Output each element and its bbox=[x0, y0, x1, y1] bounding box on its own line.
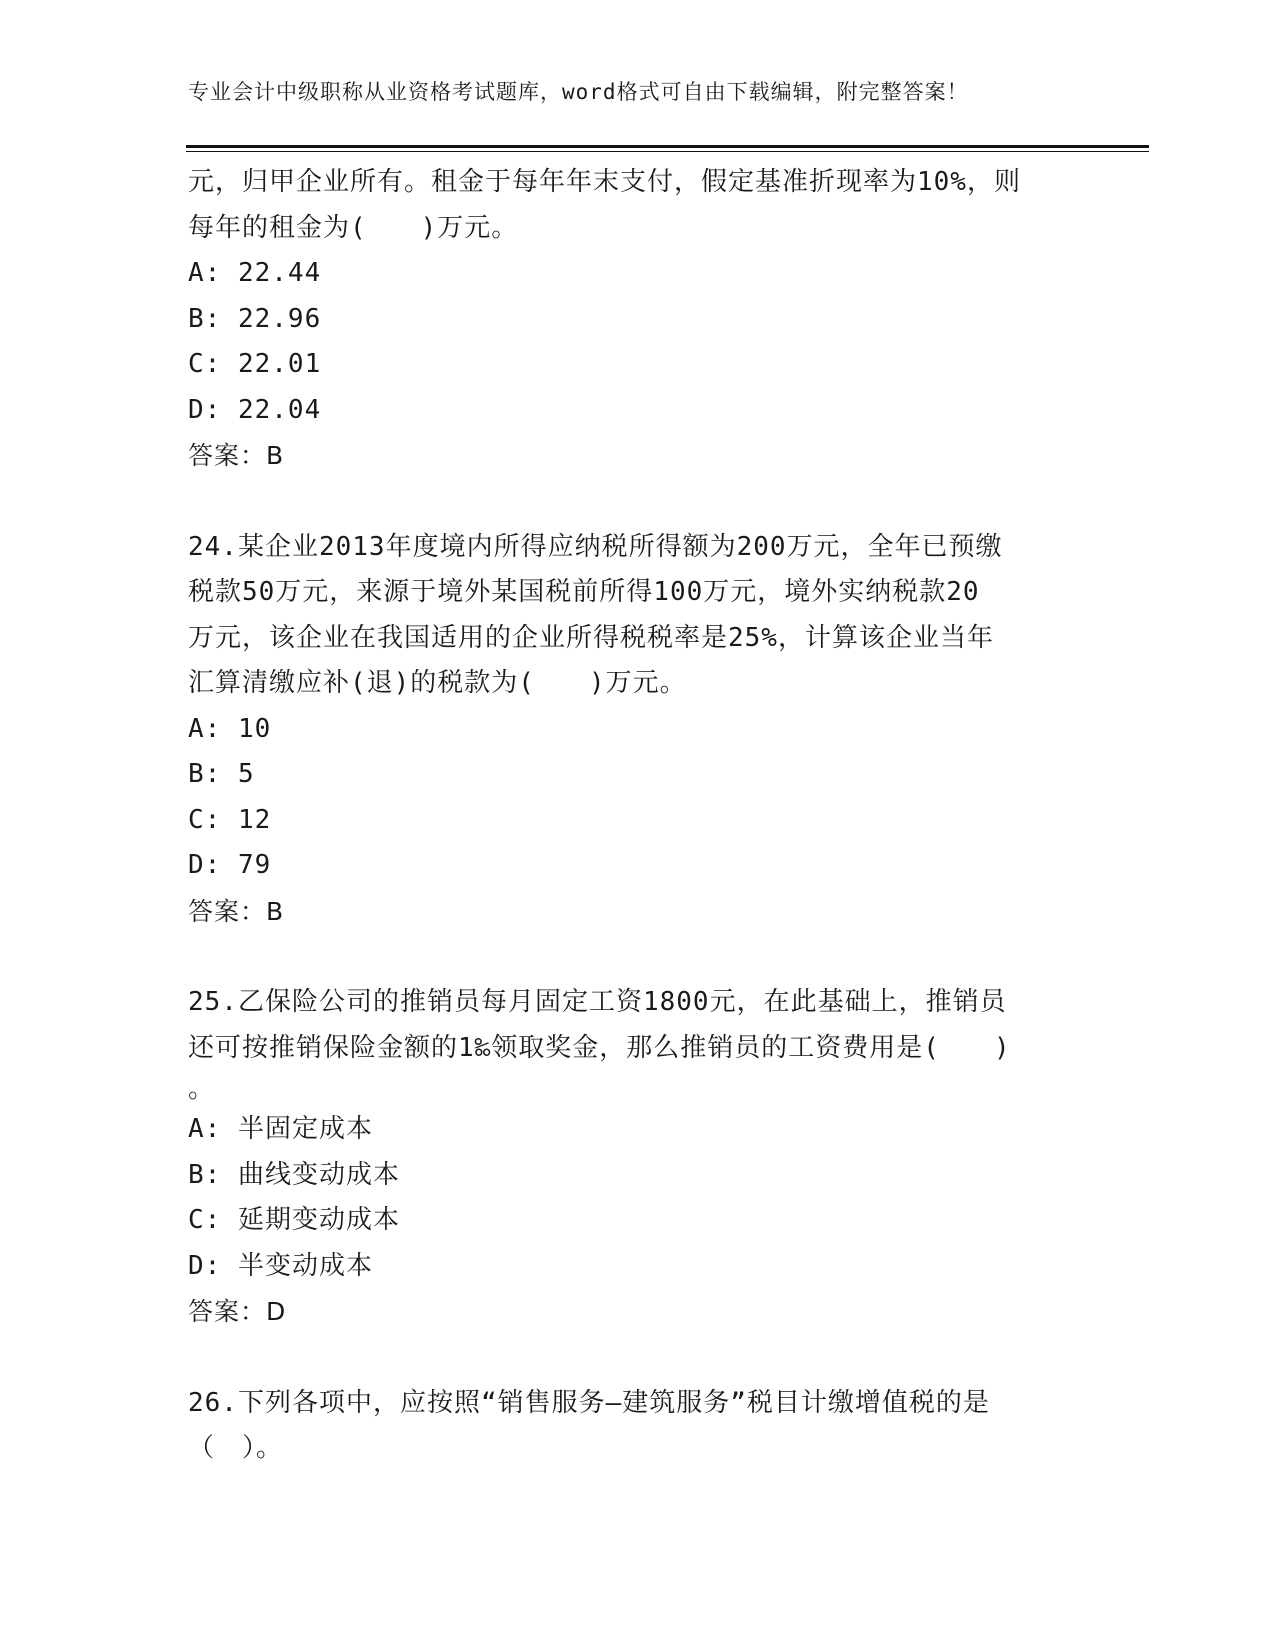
question-stem-line: （ ）。 bbox=[188, 1433, 284, 1463]
header-rule-thin bbox=[186, 151, 1149, 152]
option-c: C: 22.01 bbox=[188, 349, 322, 379]
option-d: D: 79 bbox=[188, 850, 272, 880]
option-b: B: 5 bbox=[188, 759, 255, 789]
question-block bbox=[188, 525, 1088, 935]
option-a: A: 22.44 bbox=[188, 258, 322, 288]
question-content bbox=[188, 160, 1088, 1472]
question-stem-line: 24.某企业2013年度境内所得应纳税所得额为200万元，全年已预缴 bbox=[188, 531, 1003, 562]
answer-line: 答案：B bbox=[188, 896, 285, 926]
option-d: D: 22.04 bbox=[188, 394, 322, 425]
option-a: A: 半固定成本 bbox=[188, 1114, 373, 1144]
question-stem-line: 每年的租金为( )万元。 bbox=[188, 212, 519, 243]
header-rule-thick bbox=[186, 145, 1149, 148]
question-stem-line: 税款50万元，来源于境外某国税前所得100万元，境外实纳税款20 bbox=[188, 577, 980, 607]
question-block bbox=[188, 160, 1088, 479]
page-header: 专业会计中级职称从业资格考试题库，word格式可自由下载编辑，附完整答案！ bbox=[188, 80, 969, 104]
spacer bbox=[188, 479, 1088, 525]
answer-line: 答案：D bbox=[188, 1297, 287, 1326]
option-c: C: 延期变动成本 bbox=[188, 1205, 400, 1235]
option-b: B: 曲线变动成本 bbox=[188, 1159, 400, 1190]
question-stem-line: 汇算清缴应补(退)的税款为( )万元。 bbox=[188, 668, 687, 698]
spacer bbox=[188, 934, 1088, 980]
question-block bbox=[188, 1381, 1088, 1472]
option-a: A: 10 bbox=[188, 713, 272, 744]
spacer bbox=[188, 1335, 1088, 1381]
option-b: B: 22.96 bbox=[188, 303, 322, 334]
option-c: C: 12 bbox=[188, 804, 272, 835]
question-stem-line: 26.下列各项中，应按照“销售服务—建筑服务”税目计缴增值税的是 bbox=[188, 1387, 990, 1418]
question-stem-line: 。 bbox=[188, 1074, 216, 1104]
answer-line: 答案：B bbox=[188, 441, 285, 470]
question-block bbox=[188, 980, 1088, 1335]
question-stem-line: 万元，该企业在我国适用的企业所得税税率是25%，计算该企业当年 bbox=[188, 622, 994, 653]
question-stem-line: 25.乙保险公司的推销员每月固定工资1800元，在此基础上，推销员 bbox=[188, 987, 1007, 1017]
question-stem-line: 元，归甲企业所有。租金于每年年末支付，假定基准折现率为10%，则 bbox=[188, 167, 1021, 197]
question-stem-line: 还可按推销保险金额的1‰领取奖金，那么推销员的工资费用是( ) bbox=[188, 1032, 1011, 1063]
option-d: D: 半变动成本 bbox=[188, 1250, 373, 1281]
